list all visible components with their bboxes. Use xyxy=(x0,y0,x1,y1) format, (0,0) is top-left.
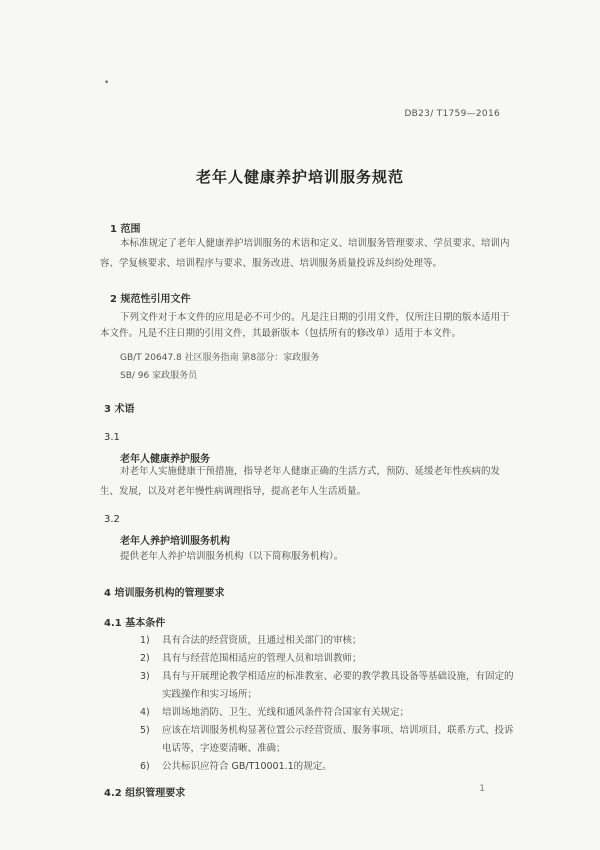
section-2-heading: 2 规范性引用文件 xyxy=(110,294,191,305)
section-1-heading: 1 范围 xyxy=(110,224,141,235)
section-3-1-number: 3.1 xyxy=(104,432,120,443)
reference-2: SB/ 96 家政服务员 xyxy=(120,371,198,381)
term-3-2: 老年人养护培训服务机构 xyxy=(120,536,230,547)
document-title: 老年人健康养护培训服务规范 xyxy=(195,168,404,186)
list-item: 1) 具有合法的经营资质，且通过相关部门的审核； xyxy=(140,635,362,646)
section-4-1-heading: 4.1 基本条件 xyxy=(104,618,166,629)
list-item: 3) 具有与开展理论教学相适应的标准教室、必要的教学教具设备等基础设施，有固定的实践操作和实习场所； xyxy=(140,671,514,700)
header-dot: • xyxy=(104,78,110,88)
document-number: DB23/ T1759—2016 xyxy=(404,109,500,119)
list-item: 5) 应该在培训服务机构显著位置公示经营资质、服务事项、培训项目、联系方式、投诉电话等，字迹要清晰、准确； xyxy=(140,725,514,754)
term-3-1: 老年人健康养护服务 xyxy=(120,454,210,465)
section-4-2-heading: 4.2 组织管理要求 xyxy=(104,788,186,799)
definition-3-2: 提供老年人养护培训服务机构（以下简称服务机构）。 xyxy=(120,551,344,562)
list-item: 4) 培训场地消防、卫生、光线和通风条件符合国家有关规定； xyxy=(140,707,410,718)
definition-3-1: 对老年人实施健康干预措施，指导老年人健康正确的生活方式，预防、延缓老年性疾病的发生、发展，以及对老年慢性病调理指导，提高老年人生活质量。 xyxy=(100,466,501,497)
section-3-heading: 3 术语 xyxy=(104,404,135,415)
reference-1: GB/T 20647.8 社区服务指南 第8部分：家政服务 xyxy=(120,353,320,363)
section-1-body: 本标准规定了老年人健康养护培训服务的术语和定义、培训服务管理要求、学员要求、培训内容、学复核要求、培训程序与要求、服务改进、培训服务质量投诉及纠纷处理等。 xyxy=(100,238,510,269)
list-item: 6) 公共标识应符合 GB/T10001.1的规定。 xyxy=(140,761,332,772)
list-item: 2) 具有与经营范围相适应的管理人员和培训教师； xyxy=(140,653,362,664)
section-2-body: 下列文件对于本文件的应用是必不可少的。凡是注日期的引用文件，仅所注日期的版本适用于本文件。凡是不注日期的引用文件，其最新版本（包括所有的修改单）适用于本文件。 xyxy=(100,312,510,339)
section-4-heading: 4 培训服务机构的管理要求 xyxy=(104,588,225,599)
section-3-2-number: 3.2 xyxy=(104,514,120,525)
page-mark: 1 xyxy=(479,784,485,794)
